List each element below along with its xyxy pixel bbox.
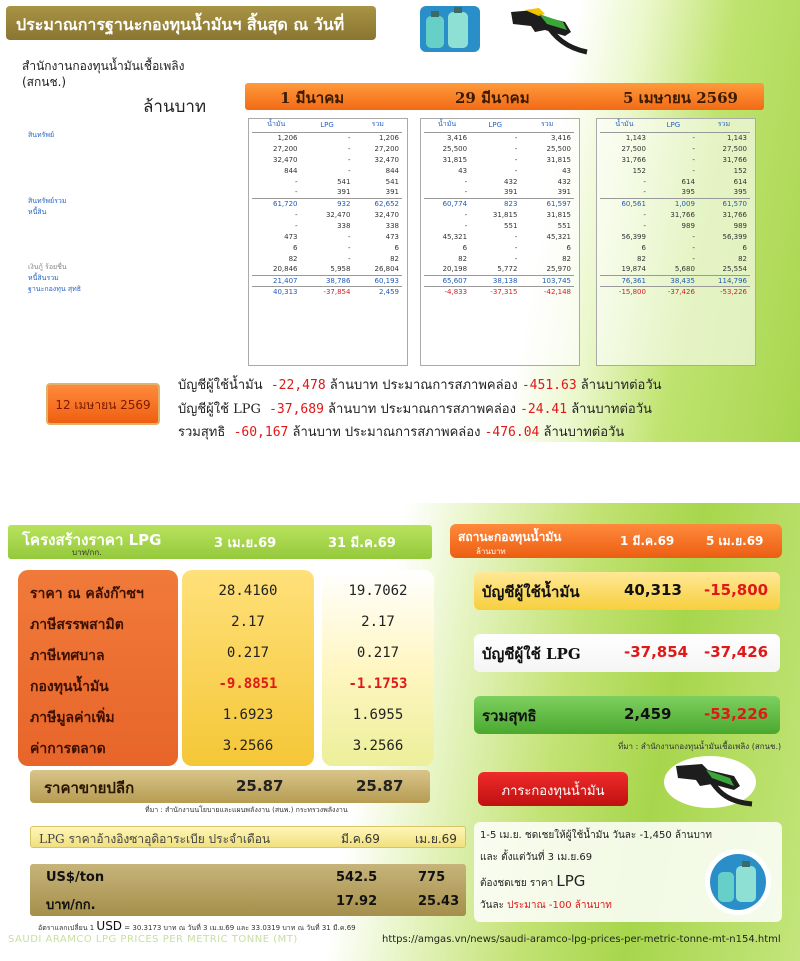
table-cell: 25,500 <box>546 144 571 153</box>
table-cell: 3,416 <box>447 133 468 142</box>
cp-row-label: US$/ton <box>46 870 105 885</box>
table-cell: 32,470 <box>325 210 351 219</box>
table-cell: 844 <box>385 166 399 175</box>
status-date-2: 5 เม.ย.69 <box>706 534 764 548</box>
gas-cylinder-icon <box>704 848 772 916</box>
price-value: 3.2566 <box>352 738 404 754</box>
price-value: 0.217 <box>356 645 400 661</box>
table-row <box>424 165 574 176</box>
table-cell: - <box>514 243 518 252</box>
cp-row-value: 542.5 <box>336 870 378 885</box>
table-cell: 20,198 <box>442 265 468 274</box>
date-label-1: 1 มีนาคม <box>280 89 345 107</box>
status-unit: ล้านบาท <box>476 547 506 556</box>
cp-row-value: 775 <box>418 870 446 885</box>
cp-month-2: เม.ย.69 <box>415 832 457 846</box>
table-cell: - <box>347 155 351 164</box>
table-cell: 27,200 <box>374 144 399 153</box>
table-cell: 31,815 <box>546 155 571 164</box>
table-cell: 551 <box>504 221 518 230</box>
cp-row-value: 17.92 <box>336 894 378 909</box>
table-cell: 551 <box>557 221 571 230</box>
price-value: 2.17 <box>231 614 265 630</box>
table-cell: 338 <box>385 221 399 230</box>
table-row <box>600 176 750 187</box>
table-cell: 82 <box>637 254 646 263</box>
table-cell: 391 <box>557 188 571 197</box>
table-cell: - <box>643 188 646 197</box>
table-cell: 6 <box>462 243 468 252</box>
table-row <box>600 264 750 275</box>
table-row <box>600 231 750 242</box>
table-row <box>600 154 750 165</box>
table-cell: 1,009 <box>649 198 698 209</box>
table-cell: - <box>347 254 351 263</box>
table-cell: 152 <box>632 166 646 175</box>
table-cell: - <box>643 177 646 186</box>
aramco-caption: SAUDI ARAMCO LPG PRICES PER METRIC TONNE (MT) <box>8 934 298 945</box>
table-cell: - <box>643 210 646 219</box>
table-row <box>600 220 750 231</box>
price-component-label: ภาษีมูลค่าเพิ่ม <box>30 710 115 726</box>
table-cell: 27,500 <box>621 144 646 153</box>
table-cell: 989 <box>681 221 695 230</box>
table-cell: 82 <box>288 254 298 263</box>
table-cell: 395 <box>681 188 695 197</box>
table-cell: - <box>294 221 298 230</box>
table-cell: 391 <box>385 188 399 197</box>
price-value: 1.6955 <box>352 707 404 723</box>
table-cell: 391 <box>337 188 351 197</box>
table-cell: 61,720 <box>252 198 301 209</box>
fund-burden-details: 1-5 เม.ย. ชดเชยให้ผู้ใช้น้ำมัน วันละ -1,450 ล้านบาท และ ตั้งแต่วันที่ 3 เม.ย.69 ต้องชดเชย ราคา LPG วันละ ประมาณ -100 ล้านบาท <box>474 822 782 922</box>
table-row <box>600 253 750 264</box>
table-cell: 391 <box>504 188 518 197</box>
table-cell: 6 <box>742 243 747 252</box>
summary-net: รวมสุทธิ -60,167 ล้านบาท ประมาณการสภาพคล่อง -476.04 ล้านบาทต่อวัน <box>178 425 625 440</box>
fuel-nozzle-icon <box>505 2 595 58</box>
lpg-title: โครงสร้างราคา LPG <box>22 531 162 549</box>
table-cell: 38,786 <box>301 275 354 286</box>
table-cell: - <box>347 144 351 153</box>
table-cell: - <box>347 166 351 175</box>
table-row <box>424 143 574 154</box>
table-row <box>600 209 750 220</box>
price-value: 1.6923 <box>222 707 274 723</box>
table-col-header: รวม <box>698 118 750 132</box>
table-cell: 541 <box>337 177 351 186</box>
table-row <box>252 209 402 220</box>
table-cell: - <box>347 243 351 252</box>
table-row <box>252 198 402 209</box>
table-col-header: รวม <box>353 118 402 132</box>
table-cell: - <box>464 188 468 197</box>
table-col-header: น้ำมัน <box>424 118 470 132</box>
table-row <box>600 165 750 176</box>
table-cell: 31,815 <box>492 210 518 219</box>
table-cell: 844 <box>284 166 298 175</box>
table-cell: 61,597 <box>520 198 574 209</box>
table-cell: -37,854 <box>301 286 354 297</box>
table-cell: 1,143 <box>726 133 747 142</box>
table-cell: - <box>294 188 298 197</box>
date-label-3: 5 เมษายน 2569 <box>623 89 738 107</box>
table-cell: 6 <box>394 243 399 252</box>
row-labels: สินทรัพย์ สินทรัพย์รวม หนี้สิน เงินกู้ ร้อยชื่น หนี้สินรวม ฐานะกองทุน สุทธิ <box>28 131 81 293</box>
table-row <box>424 220 574 231</box>
status-source-note: ที่มา : สำนักงานกองทุนน้ำมันเชื้อเพลิง (สกนช.) <box>618 742 782 751</box>
table-row <box>424 209 574 220</box>
table-cell: 3,416 <box>550 133 571 142</box>
table-cell: - <box>692 232 695 241</box>
table-cell: - <box>514 232 518 241</box>
status-oil-box: บัญชีผู้ใช้น้ำมัน 40,313 -15,800 <box>474 572 780 610</box>
table-cell: 823 <box>470 198 520 209</box>
table-cell: 152 <box>733 166 747 175</box>
table-cell: 338 <box>337 221 351 230</box>
price-value: 3.2566 <box>222 738 274 754</box>
table-cell: 19,874 <box>621 265 646 274</box>
price-value: 0.217 <box>226 645 270 661</box>
table-cell: 62,652 <box>353 198 402 209</box>
table-col-header: LPG <box>649 118 698 132</box>
price-value: -9.8851 <box>218 676 278 692</box>
table-cell: 45,321 <box>546 232 571 241</box>
table-cell: -15,800 <box>600 286 649 297</box>
table-cell: - <box>643 221 646 230</box>
table-row <box>600 143 750 154</box>
table-row <box>424 154 574 165</box>
source-url: https://amgas.vn/news/saudi-aramco-lpg-prices-per-metric-tonne-mt-n154.html <box>382 934 781 945</box>
table-row <box>424 132 574 143</box>
saudi-cp-header <box>30 826 466 848</box>
table-cell: 31,815 <box>546 210 571 219</box>
table-row <box>424 198 574 209</box>
table-row <box>424 286 574 297</box>
fuel-nozzle-icon <box>660 748 760 810</box>
agency-name: สำนักงานกองทุนน้ำมันเชื้อเพลิง (สกนช.) <box>22 59 185 89</box>
table-row <box>600 132 750 143</box>
table-cell: 25,970 <box>546 265 571 274</box>
table-row <box>424 231 574 242</box>
page-title: ประมาณการฐานะกองทุนน้ำมันฯ สิ้นสุด ณ วันที่ <box>6 6 376 40</box>
retail-value-1: 25.87 <box>236 777 284 795</box>
cp-row-label: บาท/กก. <box>46 898 96 913</box>
table-row <box>600 242 750 253</box>
table-cell: - <box>692 254 695 263</box>
table-cell: 2,459 <box>353 286 402 297</box>
table-cell: 1,143 <box>625 133 646 142</box>
price-component-label: ภาษีสรรพสามิต <box>30 617 124 633</box>
table-cell: - <box>692 144 695 153</box>
table-row <box>252 253 402 264</box>
table-cell: 6 <box>566 243 571 252</box>
lpg-date-1: 3 เม.ย.69 <box>214 536 277 551</box>
table-cell: -37,315 <box>470 286 520 297</box>
table-cell: - <box>514 144 518 153</box>
table-cell: 56,399 <box>621 232 646 241</box>
retail-label: ราคาขายปลีก <box>44 779 135 797</box>
table-row <box>252 242 402 253</box>
table-cell: - <box>347 133 351 142</box>
table-cell: 473 <box>385 232 399 241</box>
table-cell: - <box>692 166 695 175</box>
lpg-date-2: 31 มี.ค.69 <box>328 536 396 551</box>
table-cell: 614 <box>681 177 695 186</box>
table-row <box>424 264 574 275</box>
table-cell: - <box>692 155 695 164</box>
table-cell: 61,570 <box>698 198 750 209</box>
unit-label: ล้านบาท <box>143 97 207 117</box>
table-cell: 31,815 <box>442 155 468 164</box>
table-row <box>252 165 402 176</box>
table-row <box>252 154 402 165</box>
table-cell: 6 <box>641 243 646 252</box>
table-cell: - <box>294 177 298 186</box>
table-cell: - <box>514 254 518 263</box>
price-column-1 <box>182 570 314 766</box>
status-date-1: 1 มี.ค.69 <box>620 534 675 548</box>
table-cell: 82 <box>458 254 468 263</box>
table-row <box>252 275 402 286</box>
fund-status-header <box>450 524 782 558</box>
table-row <box>424 242 574 253</box>
table-cell: 56,399 <box>722 232 747 241</box>
table-cell: -42,148 <box>520 286 574 297</box>
date-header-bar <box>245 83 764 110</box>
table-cell: - <box>347 232 351 241</box>
table-cell: 26,804 <box>374 265 399 274</box>
summary-lpg: บัญชีผู้ใช้ LPG -37,689 ล้านบาท ประมาณการสภาพคล่อง -24.41 ล้านบาทต่อวัน <box>178 402 652 417</box>
table-cell: 5,680 <box>674 265 695 274</box>
table-cell: -4,833 <box>424 286 470 297</box>
price-column-2 <box>322 570 434 766</box>
table-row <box>424 275 574 286</box>
table-cell: 5,958 <box>330 265 351 274</box>
table-row <box>600 187 750 198</box>
table-col-header: LPG <box>301 118 354 132</box>
price-component-label: ภาษีเทศบาล <box>30 648 105 664</box>
table-cell: 38,435 <box>649 275 698 286</box>
status-title: สถานะกองทุนน้ำมัน <box>458 530 562 544</box>
table-cell: 989 <box>733 221 747 230</box>
saudi-cp-title: LPG ราคาอ้างอิงซาอุดิอาระเบีย ประจำเดือน <box>39 832 271 846</box>
table-col-header: LPG <box>470 118 520 132</box>
fund-table <box>600 118 750 297</box>
table-cell: 31,766 <box>722 210 747 219</box>
table-row <box>252 187 402 198</box>
table-cell: 1,206 <box>277 133 298 142</box>
fund-table <box>424 118 574 297</box>
date-label-2: 29 มีนาคม <box>455 89 530 107</box>
table-cell: - <box>514 133 518 142</box>
fund-burden-button: ภาระกองทุนน้ำมัน <box>478 772 628 806</box>
table-cell: -37,426 <box>649 286 698 297</box>
table-cell: 82 <box>562 254 571 263</box>
table-cell: 60,193 <box>353 275 402 286</box>
table-cell: 31,766 <box>621 155 646 164</box>
table-col-header: รวม <box>520 118 574 132</box>
table-cell: 932 <box>301 198 354 209</box>
table-row <box>424 176 574 187</box>
lpg-price-header <box>8 525 432 559</box>
price-value: -1.1753 <box>348 676 408 692</box>
table-cell: 20,846 <box>273 265 298 274</box>
price-component-label: กองทุนน้ำมัน <box>30 679 109 695</box>
retail-price-bar <box>30 770 430 803</box>
table-cell: 32,470 <box>374 155 399 164</box>
table-cell: 32,470 <box>374 210 399 219</box>
summary-oil: บัญชีผู้ใช้น้ำมัน -22,478 ล้านบาท ประมาณการสภาพคล่อง -451.63 ล้านบาทต่อวัน <box>178 378 662 393</box>
table-cell: 82 <box>738 254 747 263</box>
price-value: 19.7062 <box>348 583 408 599</box>
table-cell: - <box>464 210 468 219</box>
table-cell: 103,745 <box>520 275 574 286</box>
table-row <box>252 143 402 154</box>
table-cell: 60,561 <box>600 198 649 209</box>
table-cell: - <box>294 210 298 219</box>
table-row <box>600 286 750 297</box>
table-cell: 60,774 <box>424 198 470 209</box>
table-cell: - <box>692 243 695 252</box>
table-row <box>252 220 402 231</box>
cp-row-value: 25.43 <box>418 894 460 909</box>
table-cell: 541 <box>385 177 399 186</box>
table-cell: 31,766 <box>722 155 747 164</box>
table-cell: 38,138 <box>470 275 520 286</box>
table-cell: 43 <box>458 166 468 175</box>
saudi-cp-table <box>30 864 466 916</box>
table-cell: 395 <box>733 188 747 197</box>
exchange-rate-note: อัตราแลกเปลี่ยน 1 USD = 30.3173 บาท ณ วันที่ 3 เม.ย.69 และ 33.0319 บาท ณ วันที่ 31 มี.ค.69 <box>38 919 356 933</box>
table-cell: 45,321 <box>442 232 468 241</box>
table-cell: 43 <box>562 166 571 175</box>
table-row <box>252 231 402 242</box>
table-cell: 114,796 <box>698 275 750 286</box>
table-cell: - <box>514 155 518 164</box>
table-cell: 40,313 <box>252 286 301 297</box>
table-row <box>424 253 574 264</box>
fund-table <box>252 118 402 297</box>
table-cell: 432 <box>504 177 518 186</box>
table-col-header: น้ำมัน <box>600 118 649 132</box>
table-cell: 6 <box>293 243 298 252</box>
table-cell: 473 <box>284 232 298 241</box>
retail-value-2: 25.87 <box>356 777 404 795</box>
table-row <box>252 176 402 187</box>
table-row <box>424 187 574 198</box>
price-component-label: ราคา ณ คลังก๊าซฯ <box>30 586 144 602</box>
table-cell: 614 <box>733 177 747 186</box>
table-cell: 1,206 <box>378 133 399 142</box>
table-row <box>252 132 402 143</box>
table-cell: 82 <box>390 254 399 263</box>
table-cell: 25,554 <box>722 265 747 274</box>
price-component-label: ค่าการตลาด <box>30 741 106 757</box>
gas-cylinder-icon <box>418 2 482 54</box>
table-cell: 27,500 <box>722 144 747 153</box>
price-value: 28.4160 <box>218 583 278 599</box>
table-row <box>252 286 402 297</box>
source-note: ที่มา : สำนักงานนโยบายและแผนพลังงาน (สนพ.) กระทรวงพลังงาน <box>145 806 348 814</box>
table-cell: - <box>464 221 468 230</box>
table-cell: 65,607 <box>424 275 470 286</box>
table-cell: 25,500 <box>442 144 468 153</box>
table-cell: 21,407 <box>252 275 301 286</box>
status-lpg-box: บัญชีผู้ใช้ LPG -37,854 -37,426 <box>474 634 780 672</box>
table-cell: 5,772 <box>497 265 518 274</box>
as-of-date-badge: 12 เมษายน 2569 <box>46 383 160 425</box>
table-col-header: น้ำมัน <box>252 118 301 132</box>
lpg-unit: บาท/กก. <box>72 548 102 557</box>
table-cell: 32,470 <box>273 155 298 164</box>
table-cell: -53,226 <box>698 286 750 297</box>
table-cell: 31,766 <box>670 210 695 219</box>
status-net-box: รวมสุทธิ 2,459 -53,226 <box>474 696 780 734</box>
table-cell: - <box>514 166 518 175</box>
table-cell: - <box>464 177 468 186</box>
table-row <box>252 264 402 275</box>
table-cell: 76,361 <box>600 275 649 286</box>
table-row <box>600 198 750 209</box>
cp-month-1: มี.ค.69 <box>341 832 380 846</box>
table-row <box>600 275 750 286</box>
table-cell: 432 <box>557 177 571 186</box>
table-cell: 27,200 <box>273 144 298 153</box>
price-value: 2.17 <box>361 614 395 630</box>
table-cell: - <box>692 133 695 142</box>
